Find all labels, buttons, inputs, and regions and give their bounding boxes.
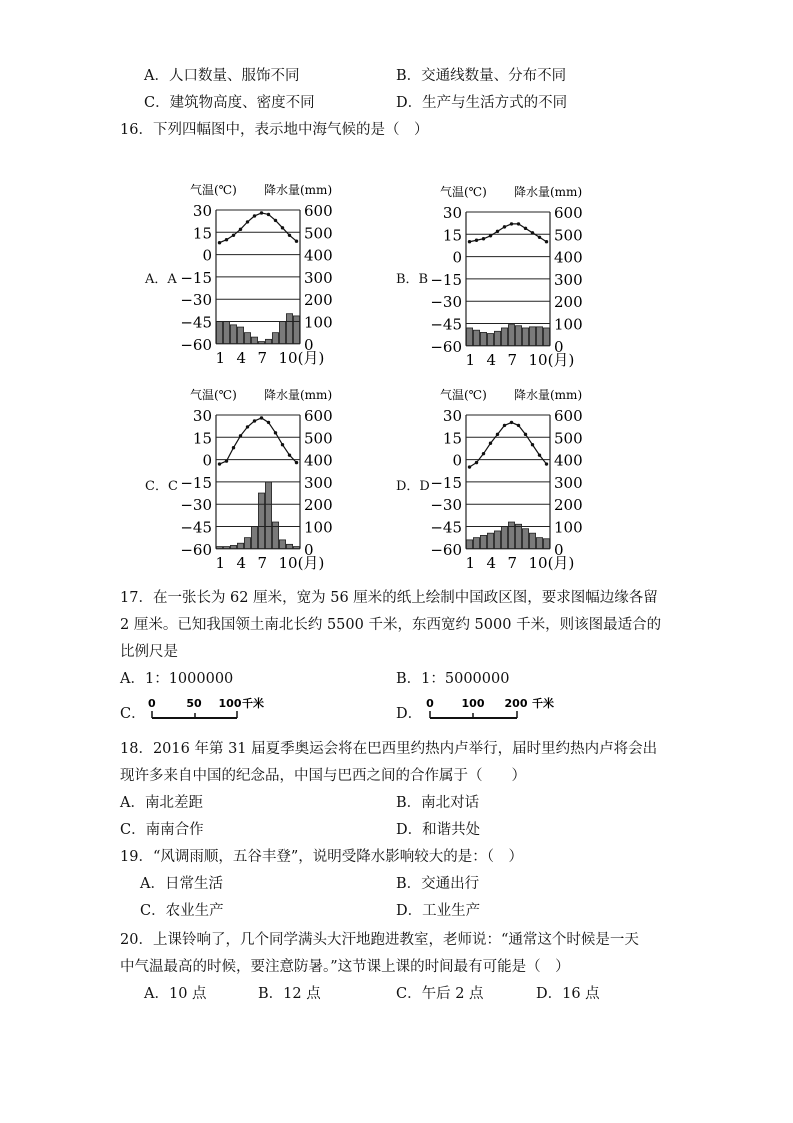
precip-bar: [522, 328, 528, 346]
q15-option-b: B．交通线数量、分布不同: [396, 68, 567, 84]
precip-tick-label: 200: [554, 496, 583, 515]
precip-tick-label: 400: [554, 451, 583, 470]
q17-option-d-prefix: D．: [396, 706, 423, 722]
temp-tick-label: 15: [442, 429, 462, 448]
temp-tick-label: −45: [430, 315, 462, 334]
temp-tick-label: −30: [180, 496, 212, 515]
temperature-point: [281, 443, 284, 446]
q18-stem-line1: 18．2016 年第 31 届夏季奥运会将在巴西里约热内卢举行，届时里约热内卢将会出: [120, 741, 658, 757]
precip-tick-label: 100: [554, 518, 583, 537]
precip-tick-label: 500: [554, 226, 583, 245]
month-tick-label: 7: [507, 553, 518, 572]
left-axis-label: 气温(℃): [190, 388, 237, 402]
temperature-point: [538, 236, 541, 239]
temp-tick-label: −60: [430, 540, 462, 559]
right-axis-label: 降水量(mm): [264, 388, 333, 402]
precip-tick-label: 300: [554, 473, 583, 492]
left-axis-label: 气温(℃): [190, 183, 237, 197]
temperature-point: [232, 234, 235, 237]
temp-tick-label: −45: [180, 518, 212, 537]
temperature-point: [517, 222, 520, 225]
temperature-point: [267, 213, 270, 216]
temperature-point: [239, 228, 242, 231]
q18-stem-line2: 现许多来自中国的纪念品，中国与巴西之间的合作属于（ ）: [120, 768, 526, 784]
precip-tick-label: 500: [304, 429, 333, 448]
left-axis-label: 气温(℃): [440, 388, 487, 402]
temp-tick-label: −30: [430, 496, 462, 515]
temperature-point: [524, 227, 527, 230]
q19-stem: 19．“风调雨顺，五谷丰登”，说明受降水影响较大的是：（ ）: [120, 849, 524, 865]
month-tick-label: 1: [465, 553, 476, 572]
temperature-point: [503, 225, 506, 228]
scale-c-unit: 千米: [242, 697, 264, 710]
precip-bar: [529, 327, 535, 346]
precip-tick-label: 400: [554, 248, 583, 267]
q19-option-a: A．日常生活: [140, 876, 223, 892]
q17-scale-bar-c: [140, 696, 290, 726]
scale-d-tick-1: 100: [461, 697, 485, 710]
precip-bar: [251, 527, 257, 549]
month-tick-label: 4: [236, 348, 247, 367]
precip-tick-label: 300: [304, 473, 333, 492]
month-tick-label: 7: [257, 348, 268, 367]
temperature-point: [538, 453, 541, 456]
q16-option-a-label: A．A: [145, 272, 177, 287]
precip-bar: [480, 535, 486, 548]
temperature-point: [489, 442, 492, 445]
month-tick-label: 4: [236, 553, 247, 572]
temperature-point: [232, 446, 235, 449]
temp-tick-label: −30: [180, 291, 212, 310]
q17-option-b: B．1：5000000: [396, 671, 510, 687]
precip-tick-label: 0: [554, 540, 564, 559]
precip-bar: [515, 326, 521, 346]
temp-tick-label: 30: [442, 204, 462, 222]
temp-tick-label: −15: [180, 268, 212, 287]
precip-tick-label: 600: [304, 407, 333, 425]
precip-bar: [529, 533, 535, 549]
q20-stem-line1: 20．上课铃响了，几个同学满头大汗地跑进教室，老师说：“通常这个时候是一天: [120, 932, 639, 948]
temperature-point: [260, 211, 263, 214]
temperature-point: [225, 459, 228, 462]
precip-tick-label: 300: [304, 268, 333, 287]
temperature-line: [470, 224, 547, 242]
precip-bar: [494, 331, 500, 345]
temperature-point: [503, 424, 506, 427]
q17-stem-line3: 比例尺是: [120, 644, 178, 660]
climate-chart-c: [180, 385, 350, 580]
temperature-point: [475, 239, 478, 242]
q19-option-d: D．工业生产: [396, 903, 481, 919]
precip-bar: [216, 322, 222, 344]
temp-tick-label: 0: [452, 451, 462, 470]
precip-bar: [279, 322, 285, 344]
precip-bar: [265, 482, 271, 549]
temp-tick-label: −60: [430, 337, 462, 356]
precip-bar: [501, 527, 507, 549]
precip-tick-label: 100: [304, 313, 333, 332]
temperature-point: [517, 424, 520, 427]
temperature-point: [531, 443, 534, 446]
temperature-point: [510, 421, 513, 424]
temperature-point: [218, 241, 221, 244]
precip-bar: [515, 524, 521, 549]
precip-bar: [466, 540, 472, 549]
precip-bar: [543, 328, 549, 346]
precip-bar: [265, 339, 271, 343]
temp-tick-label: 0: [202, 246, 212, 265]
temperature-point: [489, 234, 492, 237]
temperature-point: [253, 419, 256, 422]
precip-bar: [494, 531, 500, 549]
temp-tick-label: 30: [442, 407, 462, 425]
temp-tick-label: −60: [180, 540, 212, 559]
temperature-point: [218, 462, 221, 465]
q18-option-a: A．南北差距: [120, 795, 203, 811]
precip-tick-label: 100: [554, 315, 583, 334]
precip-bar: [237, 327, 243, 344]
temp-tick-label: 15: [192, 429, 212, 448]
temperature-point: [267, 421, 270, 424]
q19-option-c: C．农业生产: [140, 903, 224, 919]
climate-chart-d: [430, 385, 600, 580]
temperature-point: [274, 431, 277, 434]
temperature-point: [482, 237, 485, 240]
temp-tick-label: −15: [180, 473, 212, 492]
temperature-point: [524, 433, 527, 436]
precip-bar: [293, 316, 299, 344]
q18-option-c: C．南南合作: [120, 822, 204, 838]
precip-bar: [244, 333, 250, 344]
q20-stem-line2: 中气温最高的时候，要注意防暑。”这节课上课的时间最有可能是（ ）: [120, 959, 570, 975]
q17-option-a: A．1：1000000: [120, 671, 234, 687]
precip-bar: [473, 330, 479, 346]
precip-tick-label: 600: [554, 204, 583, 222]
scale-d-tick-0: 0: [426, 697, 434, 710]
q18-option-b: B．南北对话: [396, 795, 480, 811]
precip-bar: [466, 328, 472, 346]
precip-tick-label: 600: [554, 407, 583, 425]
precip-bar: [536, 538, 542, 549]
temperature-point: [246, 425, 249, 428]
scale-d-tick-2: 200: [504, 697, 528, 710]
scale-d-unit: 千米: [532, 697, 554, 710]
month-tick-label: 10(月): [278, 348, 325, 367]
precip-bar: [258, 493, 264, 549]
precip-bar: [286, 314, 292, 344]
precip-tick-label: 500: [554, 429, 583, 448]
precip-tick-label: 400: [304, 246, 333, 265]
month-tick-label: 7: [257, 553, 268, 572]
temp-tick-label: 15: [442, 226, 462, 245]
precip-bar: [508, 325, 514, 346]
temperature-point: [253, 214, 256, 217]
temp-tick-label: 15: [192, 224, 212, 243]
temp-tick-label: 30: [192, 202, 212, 220]
precip-tick-label: 200: [554, 293, 583, 312]
q20-option-d: D．16 点: [536, 986, 600, 1002]
precip-bar: [501, 328, 507, 346]
precip-tick-label: 300: [554, 270, 583, 289]
left-axis-label: 气温(℃): [440, 185, 487, 199]
precip-tick-label: 0: [554, 337, 564, 356]
month-tick-label: 10(月): [278, 553, 325, 572]
q15-option-c: C．建筑物高度、密度不同: [144, 95, 315, 111]
precip-bar: [536, 327, 542, 346]
right-axis-label: 降水量(mm): [514, 185, 583, 199]
temperature-point: [496, 230, 499, 233]
month-tick-label: 1: [215, 553, 226, 572]
temperature-point: [288, 453, 291, 456]
month-tick-label: 10(月): [528, 553, 575, 572]
q17-stem-line1: 17．在一张长为 62 厘米，宽为 56 厘米的纸上绘制中国政区图，要求图幅边缘各留: [120, 590, 658, 606]
temp-tick-label: 0: [202, 451, 212, 470]
month-tick-label: 7: [507, 350, 518, 369]
precip-bar: [230, 325, 236, 344]
q17-stem-line2: 2 厘米。已知我国领土南北长约 5500 千米，东西宽约 5000 千米，则该图最适合的: [120, 617, 662, 633]
precip-bar: [237, 543, 243, 549]
temp-tick-label: 0: [452, 248, 462, 267]
scale-c-tick-0: 0: [148, 697, 156, 710]
q19-option-b: B．交通出行: [396, 876, 480, 892]
temperature-point: [281, 226, 284, 229]
precip-bar: [279, 540, 285, 549]
temperature-point: [246, 220, 249, 223]
temperature-line: [220, 213, 297, 243]
temperature-point: [468, 240, 471, 243]
temperature-point: [496, 433, 499, 436]
temperature-point: [531, 231, 534, 234]
temperature-point: [475, 461, 478, 464]
scale-c-tick-1: 50: [186, 697, 202, 710]
month-tick-label: 4: [486, 553, 497, 572]
precip-tick-label: 200: [304, 291, 333, 310]
precip-bar: [230, 545, 236, 548]
precip-bar: [244, 538, 250, 549]
q20-option-b: B．12 点: [258, 986, 321, 1002]
temperature-point: [239, 434, 242, 437]
temperature-point: [295, 461, 298, 464]
temperature-point: [274, 219, 277, 222]
temp-tick-label: 30: [192, 407, 212, 425]
month-tick-label: 4: [486, 350, 497, 369]
q16-option-c-label: C．C: [145, 479, 178, 494]
precip-bar: [480, 332, 486, 345]
precip-tick-label: 0: [304, 540, 314, 559]
month-tick-label: 10(月): [528, 350, 575, 369]
temperature-point: [482, 452, 485, 455]
temp-tick-label: −30: [430, 293, 462, 312]
temperature-point: [295, 240, 298, 243]
precip-tick-label: 200: [304, 496, 333, 515]
temperature-point: [468, 465, 471, 468]
precip-bar: [272, 333, 278, 344]
temperature-line: [470, 422, 547, 467]
precip-bar: [286, 544, 292, 548]
temp-tick-label: −15: [430, 270, 462, 289]
precip-bar: [543, 539, 549, 549]
temperature-point: [260, 416, 263, 419]
temperature-point: [545, 240, 548, 243]
q20-option-c: C．午后 2 点: [396, 986, 484, 1002]
precip-tick-label: 600: [304, 202, 333, 220]
precip-bar: [251, 337, 257, 344]
precip-bar: [487, 533, 493, 549]
temp-tick-label: −60: [180, 335, 212, 354]
temp-tick-label: −45: [430, 518, 462, 537]
precip-bar: [473, 538, 479, 549]
temp-tick-label: −15: [430, 473, 462, 492]
precip-tick-label: 0: [304, 335, 314, 354]
precip-tick-label: 400: [304, 451, 333, 470]
temperature-point: [510, 222, 513, 225]
q18-option-d: D．和谐共处: [396, 822, 481, 838]
q16-option-d-label: D．D: [396, 479, 430, 494]
temp-tick-label: −45: [180, 313, 212, 332]
temperature-point: [545, 462, 548, 465]
q15-option-d: D．生产与生活方式的不同: [396, 95, 568, 111]
right-axis-label: 降水量(mm): [514, 388, 583, 402]
temperature-line: [220, 418, 297, 464]
month-tick-label: 1: [465, 350, 476, 369]
climate-chart-a: [180, 180, 350, 375]
precip-bar: [487, 334, 493, 346]
right-axis-label: 降水量(mm): [264, 183, 333, 197]
q16-option-b-label: B．B: [396, 272, 429, 287]
temperature-point: [288, 234, 291, 237]
precip-bar: [223, 322, 229, 344]
month-tick-label: 1: [215, 348, 226, 367]
q17-scale-bar-d: [420, 696, 580, 726]
q20-option-a: A．10 点: [144, 986, 207, 1002]
q16-stem: 16．下列四幅图中，表示地中海气候的是（ ）: [120, 122, 429, 138]
q15-option-a: A．人口数量、服饰不同: [144, 68, 300, 84]
precip-tick-label: 500: [304, 224, 333, 243]
temperature-point: [225, 238, 228, 241]
precip-bar: [522, 529, 528, 549]
precip-tick-label: 100: [304, 518, 333, 537]
q17-option-c-prefix: C．: [120, 706, 146, 722]
scale-c-tick-2: 100: [218, 697, 242, 710]
climate-chart-b: [430, 182, 600, 377]
